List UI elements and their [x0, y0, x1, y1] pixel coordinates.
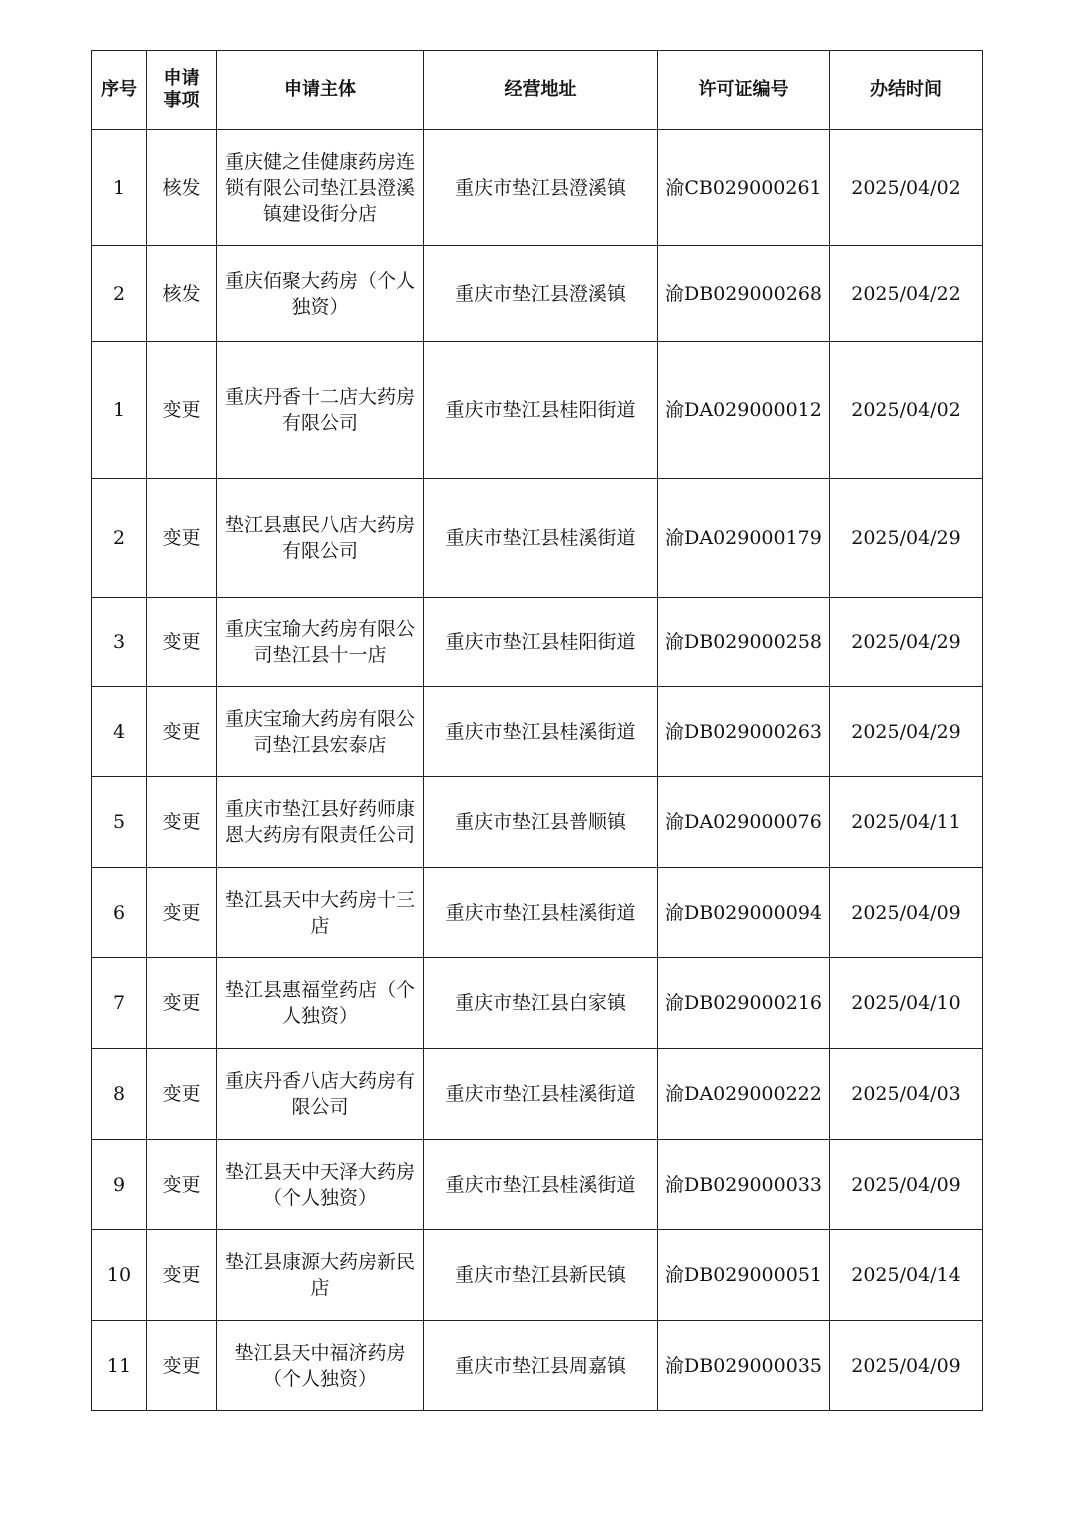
cell-seq: 7: [92, 958, 147, 1049]
cell-type: 变更: [147, 1049, 217, 1140]
cell-date: 2025/04/14: [830, 1230, 983, 1321]
cell-seq: 11: [92, 1321, 147, 1411]
table-row: [92, 958, 983, 1049]
cell-license: 渝DB029000258: [658, 598, 830, 687]
cell-seq: 2: [92, 479, 147, 598]
cell-seq: 9: [92, 1140, 147, 1230]
cell-license: 渝DB029000268: [658, 246, 830, 342]
cell-license: 渝DA029000012: [658, 342, 830, 479]
cell-date: 2025/04/09: [830, 868, 983, 958]
cell-address: 重庆市垫江县周嘉镇: [424, 1321, 658, 1411]
cell-date: 2025/04/09: [830, 1321, 983, 1411]
cell-license: 渝DA029000076: [658, 777, 830, 868]
cell-seq: 1: [92, 130, 147, 246]
cell-address: 重庆市垫江县桂阳街道: [424, 598, 658, 687]
cell-address: 重庆市垫江县桂阳街道: [424, 342, 658, 479]
cell-entity: 重庆市垫江县好药师康恩大药房有限责任公司: [217, 777, 424, 868]
header-seq: 序号: [92, 51, 147, 130]
cell-license: 渝DB029000263: [658, 687, 830, 777]
header-entity: 申请主体: [217, 51, 424, 130]
cell-entity: 重庆宝瑜大药房有限公司垫江县十一店: [217, 598, 424, 687]
cell-type: 变更: [147, 479, 217, 598]
cell-address: 重庆市垫江县新民镇: [424, 1230, 658, 1321]
cell-address: 重庆市垫江县桂溪街道: [424, 687, 658, 777]
table-row: [92, 246, 983, 342]
cell-address: 重庆市垫江县澄溪镇: [424, 130, 658, 246]
cell-license: 渝DB029000051: [658, 1230, 830, 1321]
cell-entity: 垫江县惠民八店大药房有限公司: [217, 479, 424, 598]
cell-date: 2025/04/09: [830, 1140, 983, 1230]
cell-license: 渝DB029000216: [658, 958, 830, 1049]
cell-seq: 1: [92, 342, 147, 479]
cell-date: 2025/04/02: [830, 130, 983, 246]
cell-entity: 垫江县天中大药房十三店: [217, 868, 424, 958]
cell-license: 渝DB029000094: [658, 868, 830, 958]
license-table: [91, 50, 983, 1411]
cell-date: 2025/04/03: [830, 1049, 983, 1140]
cell-date: 2025/04/10: [830, 958, 983, 1049]
cell-entity: 重庆丹香八店大药房有限公司: [217, 1049, 424, 1140]
cell-address: 重庆市垫江县普顺镇: [424, 777, 658, 868]
header-license: 许可证编号: [658, 51, 830, 130]
header-address: 经营地址: [424, 51, 658, 130]
cell-license: 渝DB029000035: [658, 1321, 830, 1411]
cell-license: 渝DA029000179: [658, 479, 830, 598]
cell-seq: 6: [92, 868, 147, 958]
cell-address: 重庆市垫江县桂溪街道: [424, 1140, 658, 1230]
cell-address: 重庆市垫江县桂溪街道: [424, 868, 658, 958]
header-date: 办结时间: [830, 51, 983, 130]
table-row: [92, 479, 983, 598]
header-row: [92, 51, 983, 130]
cell-address: 重庆市垫江县澄溪镇: [424, 246, 658, 342]
cell-type: 核发: [147, 130, 217, 246]
table-row: [92, 342, 983, 479]
table-body: [92, 130, 983, 1411]
cell-seq: 3: [92, 598, 147, 687]
cell-address: 重庆市垫江县桂溪街道: [424, 1049, 658, 1140]
header-type: 申请 事项: [147, 51, 217, 130]
cell-entity: 重庆健之佳健康药房连锁有限公司垫江县澄溪镇建设街分店: [217, 130, 424, 246]
cell-seq: 5: [92, 777, 147, 868]
cell-type: 变更: [147, 777, 217, 868]
cell-type: 变更: [147, 958, 217, 1049]
table-row: [92, 130, 983, 246]
cell-type: 核发: [147, 246, 217, 342]
table-row: [92, 687, 983, 777]
table-row: [92, 777, 983, 868]
cell-license: 渝DA029000222: [658, 1049, 830, 1140]
cell-entity: 重庆佰聚大药房（个人独资）: [217, 246, 424, 342]
cell-address: 重庆市垫江县桂溪街道: [424, 479, 658, 598]
cell-entity: 垫江县天中福济药房（个人独资）: [217, 1321, 424, 1411]
cell-type: 变更: [147, 1140, 217, 1230]
table-row: [92, 1321, 983, 1411]
table-row: [92, 1230, 983, 1321]
table-row: [92, 1140, 983, 1230]
cell-entity: 重庆宝瑜大药房有限公司垫江县宏泰店: [217, 687, 424, 777]
cell-date: 2025/04/11: [830, 777, 983, 868]
cell-date: 2025/04/29: [830, 479, 983, 598]
cell-type: 变更: [147, 342, 217, 479]
cell-date: 2025/04/29: [830, 687, 983, 777]
cell-date: 2025/04/02: [830, 342, 983, 479]
cell-entity: 垫江县惠福堂药店（个人独资）: [217, 958, 424, 1049]
cell-seq: 8: [92, 1049, 147, 1140]
table-row: [92, 1049, 983, 1140]
cell-type: 变更: [147, 1230, 217, 1321]
cell-address: 重庆市垫江县白家镇: [424, 958, 658, 1049]
cell-entity: 垫江县康源大药房新民店: [217, 1230, 424, 1321]
cell-entity: 重庆丹香十二店大药房有限公司: [217, 342, 424, 479]
cell-type: 变更: [147, 687, 217, 777]
table-row: [92, 598, 983, 687]
cell-type: 变更: [147, 1321, 217, 1411]
cell-entity: 垫江县天中天泽大药房（个人独资）: [217, 1140, 424, 1230]
cell-seq: 2: [92, 246, 147, 342]
cell-type: 变更: [147, 868, 217, 958]
cell-type: 变更: [147, 598, 217, 687]
cell-seq: 4: [92, 687, 147, 777]
cell-date: 2025/04/29: [830, 598, 983, 687]
cell-date: 2025/04/22: [830, 246, 983, 342]
cell-license: 渝CB029000261: [658, 130, 830, 246]
cell-license: 渝DB029000033: [658, 1140, 830, 1230]
table-row: [92, 868, 983, 958]
cell-seq: 10: [92, 1230, 147, 1321]
